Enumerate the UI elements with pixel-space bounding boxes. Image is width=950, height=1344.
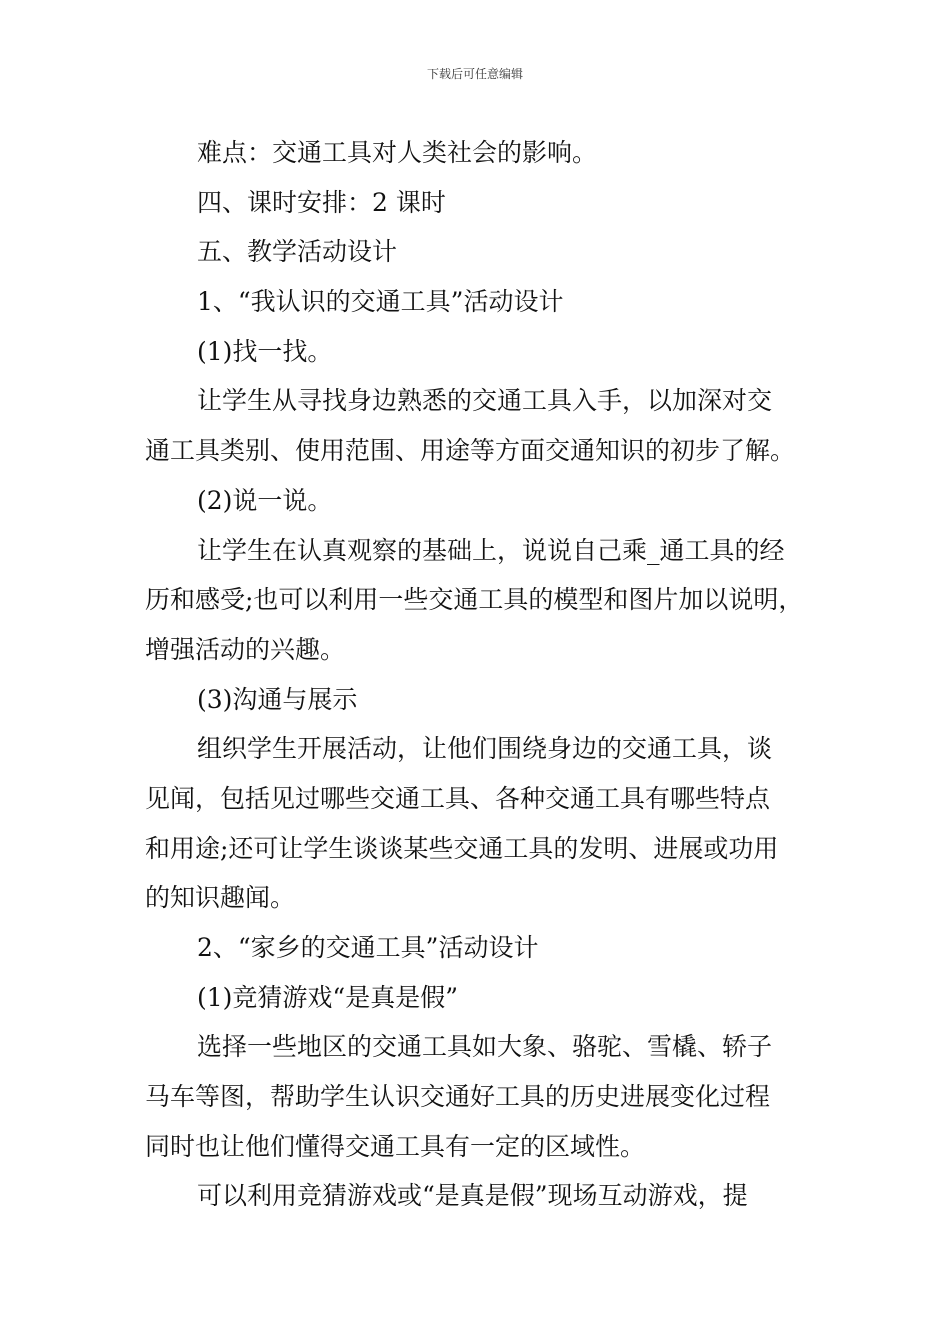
text-line: 同时也让他们懂得交通工具有一定的区域性。 [145,1131,646,1161]
text-line: 增强活动的兴趣。 [145,634,346,664]
page-header: 下载后可任意编辑 [426,67,523,81]
text-line: (3)沟通与展示 [197,684,358,714]
text-line: 马车等图，帮助学生认识交通好工具的历史进展变化过程 [145,1082,771,1112]
text-line: 难点：交通工具对人类社会的影响。 [197,138,598,167]
text-line: 五、教学活动设计 [197,237,398,267]
text-line: 四、课时安排：2 课时 [197,187,446,217]
text-line: 和用途;还可让学生谈谈某些交通工具的发明、进展或功用 [145,833,779,863]
text-line: 可以利用竞猜游戏或“是真是假”现场互动游戏，提 [197,1181,748,1211]
text-line: 1、“我认识的交通工具”活动设计 [197,287,564,317]
text-line: 让学生在认真观察的基础上，说说自己乘_通工具的经 [197,535,785,565]
text-line: (2)说一说。 [197,485,333,515]
text-line: 见闻，包括见过哪些交通工具、各种交通工具有哪些特点 [145,783,771,813]
text-line: 组织学生开展活动，让他们围绕身边的交通工具，谈 [197,734,773,764]
text-line: 选择一些地区的交通工具如大象、骆驼、雪橇、轿子 [197,1032,773,1062]
document-body [145,128,815,1221]
text-line: (1)竞猜游戏“是真是假” [197,982,458,1012]
text-line: 让学生从寻找身边熟悉的交通工具入手，以加深对交 [197,386,773,416]
text-line: 2、“家乡的交通工具”活动设计 [197,933,539,962]
text-line: 的知识趣闻。 [145,883,296,913]
text-line: 历和感受;也可以利用一些交通工具的模型和图片加以说明， [145,585,804,615]
text-line: 通工具类别、使用范围、用途等方面交通知识的初步了解。 [145,436,796,466]
text-line: (1)找一找。 [197,336,333,366]
